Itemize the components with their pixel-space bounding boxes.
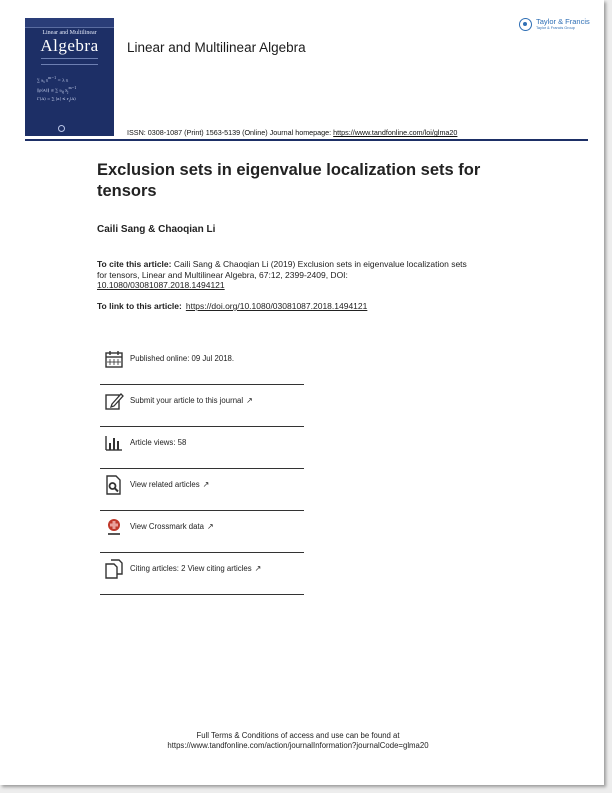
related-articles-link[interactable]: View related articles: [130, 480, 200, 489]
citation-block: To cite this article: Caili Sang & Chaoqian Li (2019) Exclusion sets in eigenvalue localization sets for tensors, Linear and Multilinear Algebra, 67:12, 2399-2409, DOI: 10.1080/03081087.2018.1494121: [97, 259, 467, 290]
footer-terms-link[interactable]: https://www.tandfonline.com/action/journalInformation?journalCode=glma20: [167, 741, 429, 750]
edit-icon: [104, 391, 124, 411]
article-meta-list: [100, 343, 304, 595]
journal-homepage-link[interactable]: https://www.tandfonline.com/loi/glma20: [333, 128, 458, 137]
citation-doi-link[interactable]: 10.1080/03081087.2018.1494121: [97, 280, 225, 290]
external-link-icon: ↗: [254, 564, 262, 573]
tf-logo-icon: [519, 18, 532, 31]
terms-footer: [0, 731, 596, 751]
external-link-icon: ↗: [202, 480, 210, 489]
cover-title-small: Linear and Multilinear: [42, 30, 97, 36]
citing-articles-row[interactable]: [100, 553, 304, 595]
article-doi-link[interactable]: https://doi.org/10.1080/03081087.2018.1494121: [185, 301, 368, 311]
submit-article-row[interactable]: [100, 385, 304, 427]
footer-line-1: Full Terms & Conditions of access and use can be found at: [196, 731, 400, 740]
calendar-icon: [104, 349, 124, 369]
bar-chart-icon: [104, 433, 124, 453]
external-link-icon: ↗: [206, 522, 214, 531]
published-online-row: [100, 343, 304, 385]
cover-publisher-logo: [58, 125, 66, 132]
crossmark-link[interactable]: View Crossmark data: [130, 522, 204, 531]
article-link-line: To link to this article: https://doi.org/10.1080/03081087.2018.1494121: [97, 301, 368, 311]
article-authors: Caili Sang & Chaoqian Li: [97, 224, 216, 235]
header-divider: [25, 139, 588, 141]
publisher-logo: Taylor & Francis Taylor & Francis Group: [519, 16, 591, 38]
journal-cover-image: Linear and Multilinear Algebra ∑ $a_i$ $x^{m-1} = \lambda$ x ‖ρ(A)‖ ≤ ∑ $a_{ij}$ $x_j^{m-1}$ Γ(A) = ∑ $|a| \le r_i(A)$: [25, 18, 114, 136]
journal-title: Linear and Multilinear Algebra: [127, 40, 306, 55]
cover-title-big: Algebra: [40, 36, 99, 55]
crossmark-row[interactable]: [100, 511, 304, 553]
copy-documents-icon: [104, 559, 124, 579]
external-link-icon: ↗: [246, 396, 253, 405]
citing-articles-link[interactable]: Citing articles: 2 View citing articles: [130, 564, 252, 573]
article-views-row: [100, 427, 304, 469]
search-document-icon: [104, 475, 124, 495]
article-views-text: Article views: 58: [130, 438, 187, 447]
published-online-text: Published online: 09 Jul 2018.: [130, 354, 235, 363]
crossmark-icon: [104, 517, 124, 537]
submit-article-link[interactable]: Submit your article to this journal: [130, 396, 244, 405]
issn-line: ISSN: 0308-1087 (Print) 1563-5139 (Online) Journal homepage: https://www.tandfonline.com/loi/glma20: [127, 128, 458, 137]
related-articles-row[interactable]: [100, 469, 304, 511]
article-title: Exclusion sets in eigenvalue localization sets for tensors: [97, 161, 481, 200]
